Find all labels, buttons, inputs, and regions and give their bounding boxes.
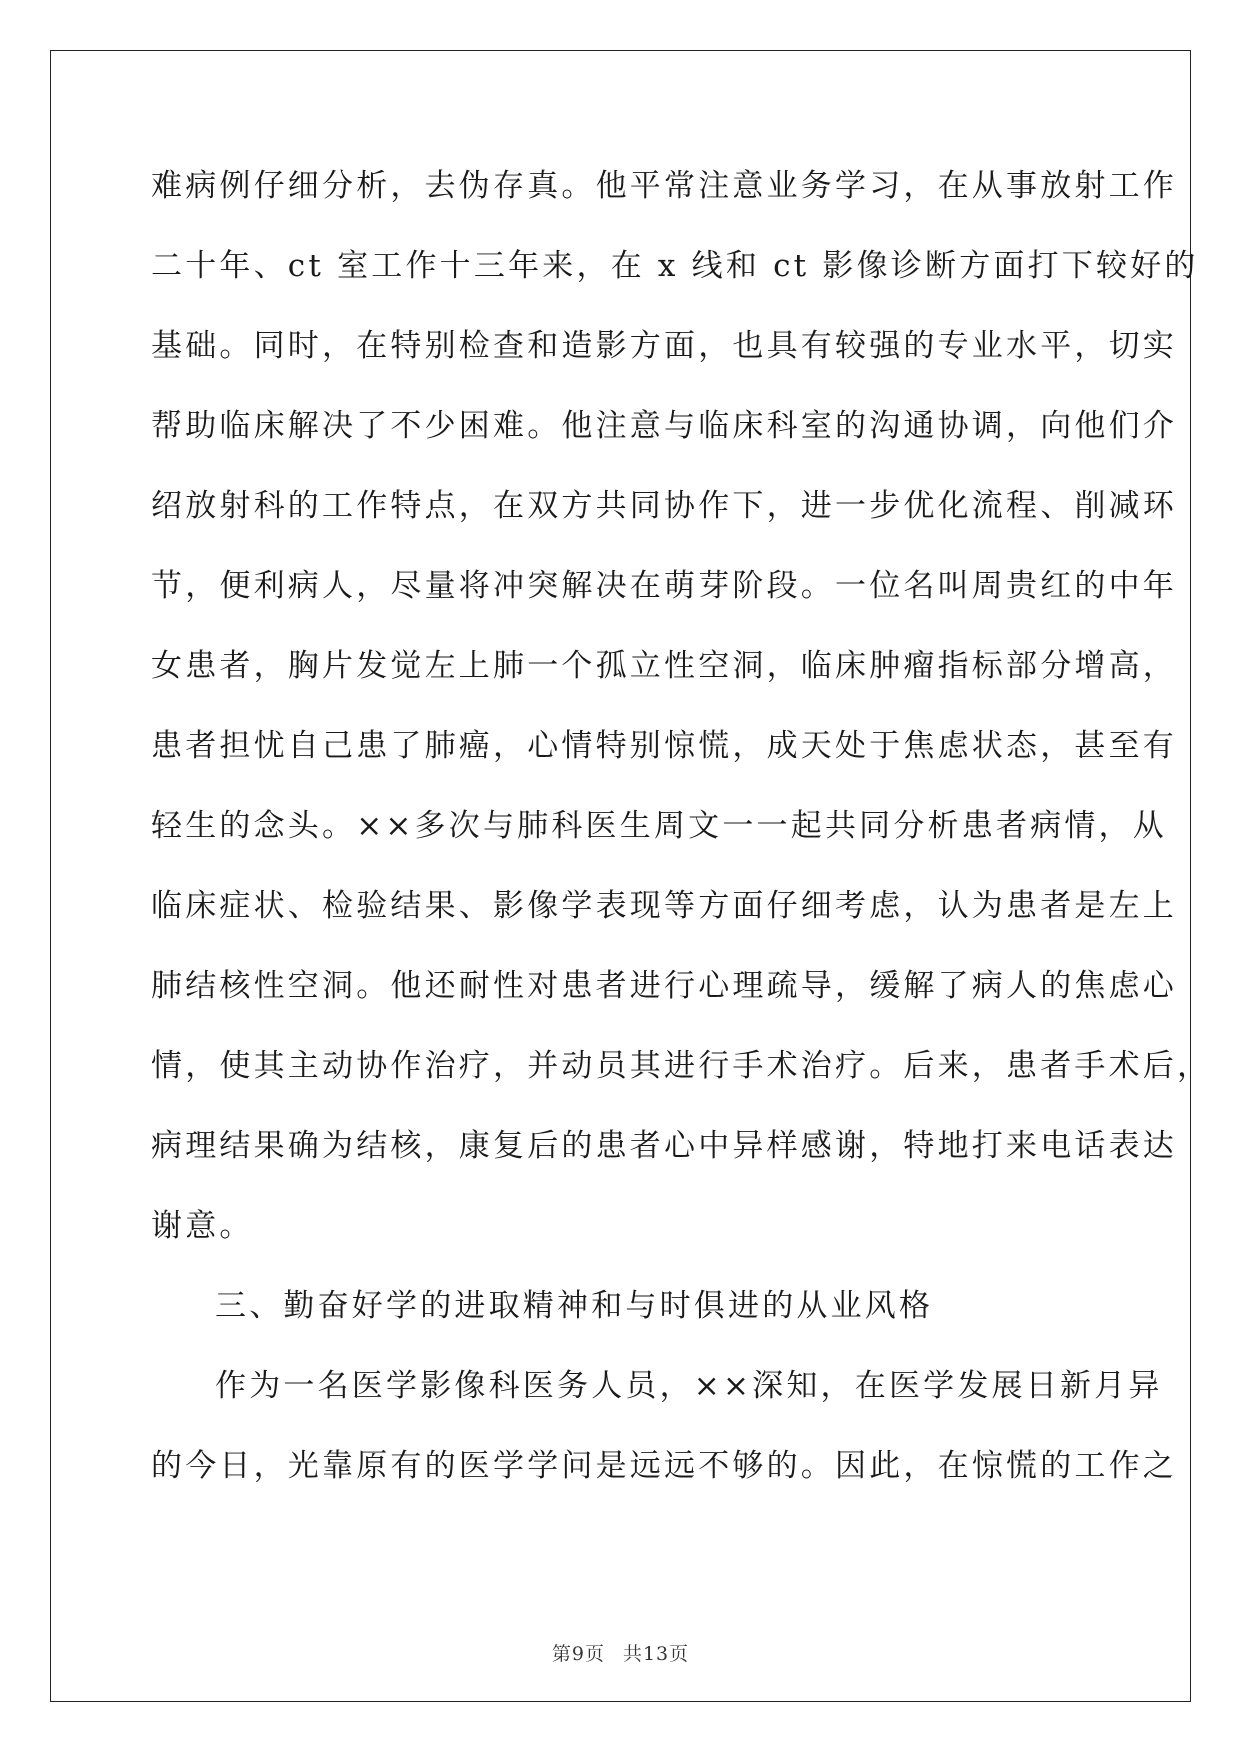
paragraph-line: 的今日，光靠原有的医学学问是远远不够的。因此，在惊慌的工作之 bbox=[151, 1448, 1177, 1484]
paragraph-line: 病理结果确为结核，康复后的患者心中异样感谢，特地打来电话表达 bbox=[151, 1128, 1177, 1164]
paragraph-line: 临床症状、检验结果、影像学表现等方面仔细考虑，认为患者是左上 bbox=[151, 888, 1177, 924]
paragraph-line: 基础。同时，在特别检查和造影方面，也具有较强的专业水平，切实 bbox=[151, 328, 1177, 364]
page-footer bbox=[0, 1639, 1241, 1666]
paragraph-line: 患者担忧自己患了肺癌，心情特别惊慌，成天处于焦虑状态，甚至有 bbox=[151, 728, 1177, 764]
paragraph-line: 节，便利病人，尽量将冲突解决在萌芽阶段。一位名叫周贵红的中年 bbox=[151, 568, 1177, 604]
paragraph-line: 轻生的念头。××多次与肺科医生周文一一起共同分析患者病情，从 bbox=[151, 808, 1167, 844]
paragraph-line: 谢意。 bbox=[151, 1208, 254, 1244]
document-body bbox=[151, 162, 1212, 1522]
section-heading: 三、勤奋好学的进取精神和与时俱进的从业风格 bbox=[215, 1288, 934, 1324]
paragraph-line: 绍放射科的工作特点，在双方共同协作下，进一步优化流程、削减环 bbox=[151, 488, 1177, 524]
paragraph-line: 帮助临床解决了不少困难。他注意与临床科室的沟通协调，向他们介 bbox=[151, 408, 1177, 444]
paragraph-line: 情，使其主动协作治疗，并动员其进行手术治疗。后来，患者手术后， bbox=[151, 1048, 1212, 1084]
paragraph-line: 作为一名医学影像科医务人员，××深知，在医学发展日新月异 bbox=[215, 1368, 1163, 1404]
page-number: 第9页 bbox=[551, 1643, 605, 1665]
paragraph-line: 女患者，胸片发觉左上肺一个孤立性空洞，临床肿瘤指标部分增高， bbox=[151, 648, 1177, 684]
paragraph-line: 肺结核性空洞。他还耐性对患者进行心理疏导，缓解了病人的焦虑心 bbox=[151, 968, 1177, 1004]
paragraph-line: 难病例仔细分析，去伪存真。他平常注意业务学习，在从事放射工作 bbox=[151, 168, 1177, 204]
paragraph-line: 二十年、ct 室工作十三年来，在 x 线和 ct 影像诊断方面打下较好的 bbox=[151, 248, 1199, 284]
page-total: 共13页 bbox=[622, 1643, 690, 1665]
